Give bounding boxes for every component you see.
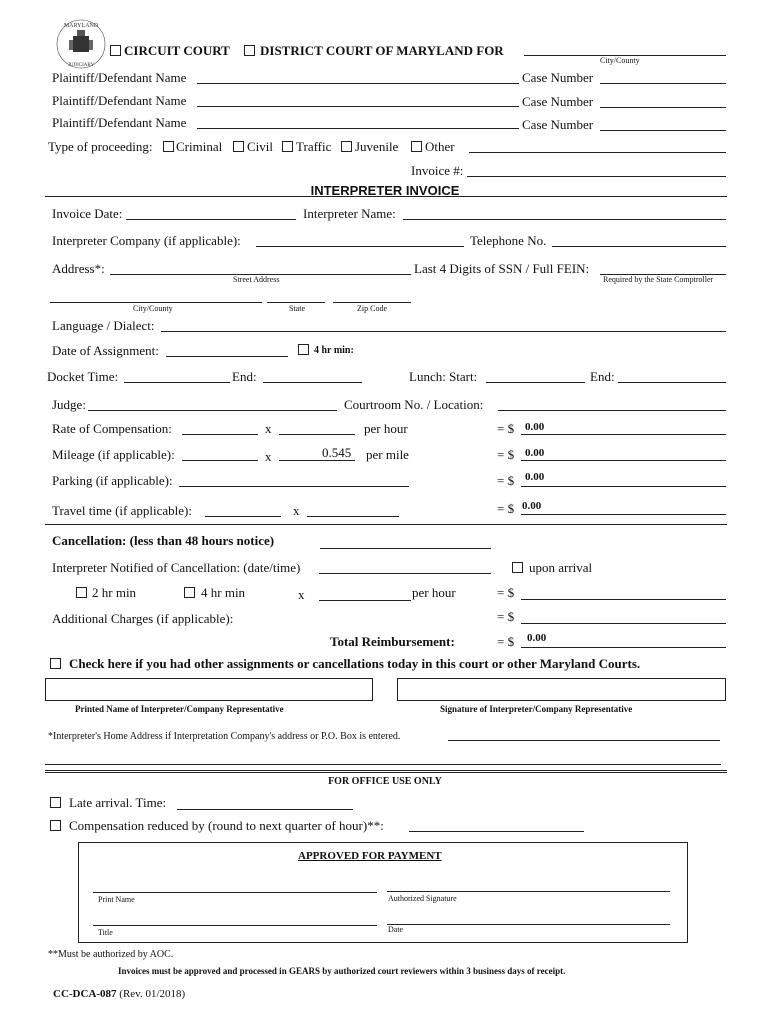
office-rule-2 [45, 772, 727, 773]
rate-amount-field[interactable] [279, 434, 355, 435]
mileage-miles-field[interactable] [182, 460, 258, 461]
rate-x: x [265, 421, 272, 436]
type-of-proceeding-label: Type of proceeding: [48, 139, 153, 154]
form-id: CC-DCA-087 [53, 988, 117, 1000]
mileage-label: Mileage (if applicable): [52, 447, 175, 462]
company-field[interactable] [256, 246, 464, 247]
date-of-assignment-label: Date of Assignment: [52, 343, 159, 358]
parking-total-field[interactable] [521, 486, 726, 487]
notified-label: Interpreter Notified of Cancellation: (date/time) [52, 560, 301, 575]
plaintiff-field-1[interactable] [197, 83, 519, 84]
maryland-seal [52, 18, 110, 70]
late-arrival-field[interactable] [177, 809, 353, 810]
late-arrival-label: Late arrival. Time: [69, 795, 167, 810]
case-number-field-3[interactable] [600, 130, 726, 131]
judge-label: Judge: [52, 397, 86, 412]
travel-hours-field[interactable] [205, 516, 281, 517]
blank-line[interactable] [45, 764, 721, 765]
cancel-total-field[interactable] [521, 599, 726, 600]
state-field[interactable] [267, 302, 325, 303]
plaintiff-field-3[interactable] [197, 128, 519, 129]
juvenile-checkbox[interactable] [341, 141, 352, 152]
authorized-signature-field[interactable] [387, 891, 670, 892]
plaintiff-field-2[interactable] [197, 106, 519, 107]
additional-equals: = $ [497, 609, 515, 624]
upon-arrival-checkbox[interactable] [512, 562, 523, 573]
courtroom-label: Courtroom No. / Location: [344, 397, 484, 412]
invoice-number-label: Invoice #: [411, 163, 464, 178]
plaintiff-label-1: Plaintiff/Defendant Name [52, 70, 187, 85]
zip-caption: Zip Code [357, 304, 387, 313]
invoice-number-field[interactable] [467, 176, 726, 177]
date-of-assignment-field[interactable] [166, 356, 288, 357]
case-number-label-3: Case Number [522, 117, 594, 132]
title-caption: Title [98, 928, 113, 937]
rate-hours-field[interactable] [182, 434, 258, 435]
mileage-total-field[interactable] [521, 460, 726, 461]
cancel-four-hr-min-checkbox[interactable] [184, 587, 195, 598]
signature-box[interactable] [397, 678, 726, 701]
street-address-caption: Street Address [233, 275, 280, 284]
home-address-note: *Interpreter's Home Address if Interpretation Company's address or P.O. Box is entered. [48, 731, 401, 742]
section-rule-1 [45, 524, 727, 525]
office-heading: FOR OFFICE USE ONLY [328, 776, 442, 787]
traffic-checkbox[interactable] [282, 141, 293, 152]
approver-title-field[interactable] [93, 925, 377, 926]
docket-time-label: Docket Time: [47, 369, 119, 384]
travel-label: Travel time (if applicable): [52, 503, 192, 518]
form-revision: (Rev. 01/2018) [119, 988, 186, 1000]
city-field[interactable] [50, 302, 262, 303]
svg-text:MARYLAND: MARYLAND [63, 23, 99, 29]
comp-reduced-label: Compensation reduced by (round to next quarter of hour)**: [69, 818, 384, 833]
invoice-date-field[interactable] [126, 219, 296, 220]
rate-total-field[interactable] [521, 434, 726, 435]
plaintiff-label-3: Plaintiff/Defendant Name [52, 115, 187, 130]
date-caption: Date [388, 925, 404, 934]
telephone-label: Telephone No. [470, 233, 547, 248]
ssn-label: Last 4 Digits of SSN / Full FEIN: [414, 261, 590, 276]
travel-total-field[interactable] [521, 514, 726, 515]
total-equals: = $ [497, 634, 515, 649]
parking-label: Parking (if applicable): [52, 473, 173, 488]
other-field[interactable] [469, 152, 726, 153]
notified-field[interactable] [319, 573, 491, 574]
case-number-field-2[interactable] [600, 107, 726, 108]
cancel-equals: = $ [497, 585, 515, 600]
printed-name-box[interactable] [45, 678, 373, 701]
rate-total-value: 0.00 [525, 421, 545, 433]
criminal-label: Criminal [176, 139, 223, 154]
rate-label: Rate of Compensation: [52, 421, 172, 436]
two-hr-min-label: 2 hr min [92, 585, 137, 600]
office-rule-1 [45, 770, 727, 771]
lunch-end-field[interactable] [618, 382, 726, 383]
four-hr-min-label: 4 hr min: [314, 345, 354, 356]
rate-equals: = $ [497, 421, 515, 436]
circuit-court-label: CIRCUIT COURT [124, 43, 230, 58]
mileage-rate-value: 0.545 [322, 445, 352, 460]
docket-end-label: End: [232, 369, 257, 384]
district-court-checkbox[interactable] [244, 45, 255, 56]
language-field[interactable] [161, 331, 726, 332]
other-checkbox[interactable] [411, 141, 422, 152]
district-court-label: DISTRICT COURT OF MARYLAND FOR [260, 43, 504, 58]
travel-total-value: 0.00 [522, 500, 542, 512]
four-hr-min-checkbox[interactable] [298, 344, 309, 355]
two-hr-min-checkbox[interactable] [76, 587, 87, 598]
print-name-caption: Print Name [98, 895, 135, 904]
additional-total-field[interactable] [521, 623, 726, 624]
parking-field[interactable] [179, 486, 409, 487]
total-field[interactable] [521, 647, 726, 648]
other-assignments-checkbox[interactable] [50, 658, 61, 669]
civil-label: Civil [247, 139, 274, 154]
comp-reduced-checkbox[interactable] [50, 820, 61, 831]
total-value: 0.00 [527, 632, 547, 644]
city-caption: City/County [133, 304, 173, 313]
printed-name-caption: Printed Name of Interpreter/Company Representative [75, 704, 284, 714]
lunch-start-label: Lunch: Start: [409, 369, 478, 384]
gears-note: Invoices must be approved and processed in GEARS by authorized court reviewers within 3 business days of receipt. [118, 966, 566, 976]
approved-heading: APPROVED FOR PAYMENT [298, 850, 442, 862]
lunch-end-label: End: [590, 369, 615, 384]
docket-end-field[interactable] [263, 382, 362, 383]
city-county-caption: City/County [600, 56, 640, 65]
case-number-label-2: Case Number [522, 94, 594, 109]
late-arrival-checkbox[interactable] [50, 797, 61, 808]
home-address-field[interactable] [448, 740, 720, 741]
cancel-rate-field[interactable] [319, 600, 411, 601]
telephone-field[interactable] [552, 246, 726, 247]
mileage-total-value: 0.00 [525, 447, 545, 459]
invoice-title: INTERPRETER INVOICE [310, 183, 460, 198]
judge-field[interactable] [88, 410, 337, 411]
mileage-x: x [265, 449, 272, 464]
cancel-x: x [298, 587, 305, 602]
cancel-per-hour: per hour [412, 585, 456, 600]
parking-total-value: 0.00 [525, 471, 545, 483]
juvenile-label: Juvenile [355, 139, 399, 154]
cancellation-heading: Cancellation: (less than 48 hours notice) [52, 533, 275, 548]
address-label: Address*: [52, 261, 105, 276]
rate-per-hour: per hour [364, 421, 408, 436]
required-by-caption: Required by the State Comptroller [603, 275, 714, 284]
language-label: Language / Dialect: [52, 318, 155, 333]
upon-arrival-label: upon arrival [529, 560, 593, 575]
aoc-note: **Must be authorized by AOC. [48, 949, 174, 960]
interpreter-name-label: Interpreter Name: [303, 206, 396, 221]
traffic-label: Traffic [296, 139, 332, 154]
total-label: Total Reimbursement: [330, 634, 455, 649]
form-id-line [53, 988, 185, 1000]
company-label: Interpreter Company (if applicable): [52, 233, 241, 248]
case-number-field-1[interactable] [600, 83, 726, 84]
courtroom-field[interactable] [498, 410, 726, 411]
travel-equals: = $ [497, 501, 515, 516]
additional-label: Additional Charges (if applicable): [52, 611, 234, 626]
interpreter-name-field[interactable] [403, 219, 726, 220]
signature-caption: Signature of Interpreter/Company Representative [440, 704, 633, 714]
mileage-equals: = $ [497, 447, 515, 462]
other-label: Other [425, 139, 455, 154]
comp-reduced-field[interactable] [409, 831, 584, 832]
authorized-signature-caption: Authorized Signature [388, 894, 457, 903]
zip-field[interactable] [333, 302, 411, 303]
mileage-per-mile: per mile [366, 447, 409, 462]
circuit-court-checkbox[interactable] [110, 45, 121, 56]
docket-time-field[interactable] [124, 382, 230, 383]
parking-equals: = $ [497, 473, 515, 488]
case-number-label-1: Case Number [522, 70, 594, 85]
svg-text:JUDICIARY: JUDICIARY [67, 63, 95, 68]
travel-rate-field[interactable] [307, 516, 399, 517]
approval-date-field[interactable] [387, 924, 670, 925]
criminal-checkbox[interactable] [163, 141, 174, 152]
cancellation-field[interactable] [320, 548, 491, 549]
state-caption: State [289, 304, 305, 313]
invoice-date-label: Invoice Date: [52, 206, 123, 221]
cancel-four-hr-min-label: 4 hr min [201, 585, 246, 600]
other-assignments-label: Check here if you had other assignments or cancellations today in this court or other Maryland Courts. [69, 656, 641, 671]
lunch-start-field[interactable] [486, 382, 585, 383]
plaintiff-label-2: Plaintiff/Defendant Name [52, 93, 187, 108]
print-name-field[interactable] [93, 892, 377, 893]
civil-checkbox[interactable] [233, 141, 244, 152]
travel-x: x [293, 503, 300, 518]
